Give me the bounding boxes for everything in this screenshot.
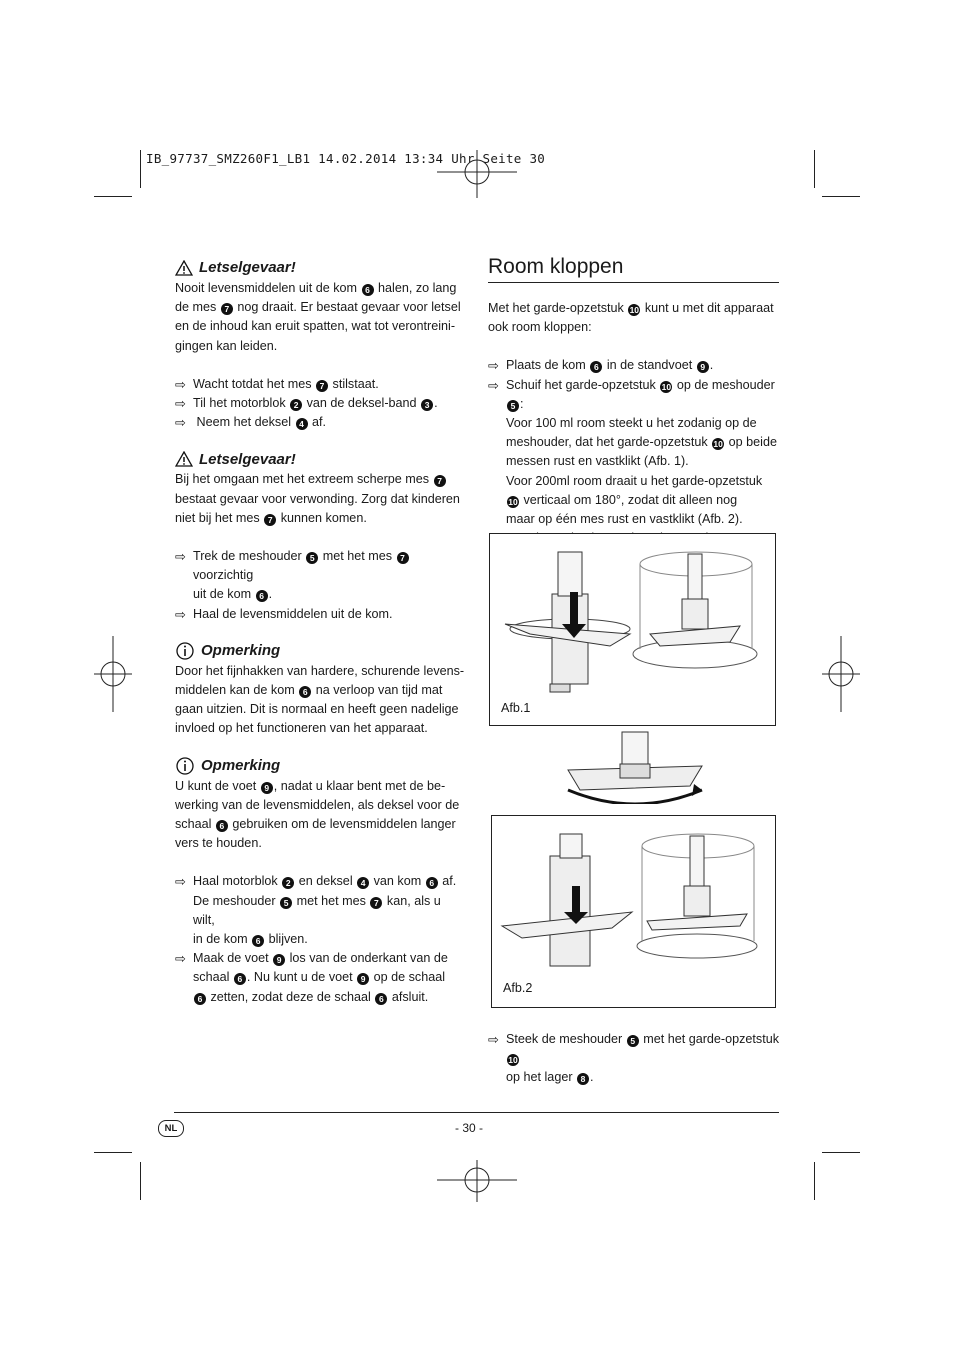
arrow-icon: ⇨ — [175, 549, 186, 565]
step-remove-food: ⇨ Haal de levensmiddelen uit de kom. — [175, 605, 465, 624]
arrow-icon: ⇨ — [488, 377, 499, 393]
arrow-icon: ⇨ — [175, 606, 186, 622]
print-header: IB_97737_SMZ260F1_LB1 14.02.2014 13:34 Uhr Seite 30 — [146, 151, 546, 166]
figure-1-label: Afb.1 — [501, 701, 531, 715]
whisk-on-holder-illustration — [490, 534, 775, 725]
step-detach-base: ⇨ Maak de voet 9 los van de onderkant van de schaal 6 . Nu kunt u de voet 9 op de schaal 6 zetten, zodat deze de schaal 6 afsluit. — [175, 949, 465, 1007]
info-icon — [175, 642, 195, 660]
info-icon — [175, 757, 195, 775]
rotate-arrow-icon — [692, 784, 702, 796]
registration-mark-right — [822, 636, 860, 712]
arrow-icon: ⇨ — [175, 415, 186, 431]
page-number: - 30 - — [455, 1121, 484, 1135]
left-column — [175, 257, 465, 1007]
figure-2 — [491, 815, 776, 1008]
whisk-rotated-illustration — [492, 816, 775, 1007]
warning-heading-1: Letselgevaar! — [175, 257, 465, 279]
arrow-icon: ⇨ — [488, 358, 499, 374]
note-text-1: Door het fijnhakken van hardere, schurende levens- middelen kan de kom 6 na verloop van tijd mat gaan uitzien. Dit is normaal en heeft geen nadelige invloed op het functioneren van het apparaat. — [175, 663, 465, 736]
badge-6: 6 — [362, 284, 374, 296]
note-text-2: U kunt de voet 9 , nadat u klaar bent met de be- werking van de levensmiddelen, als deksel voor de schaal 6 gebruiken om de levensmiddelen langer vers te houden. — [175, 778, 460, 851]
note-heading-1: Opmerking — [175, 640, 465, 662]
warning-text-2: Bij het omgaan met het extreem scherpe mes 7 bestaat gevaar voor verwonding. Zorg dat kinderen niet bij het mes 7 kunnen komen. — [175, 472, 460, 525]
step-mount-on-bearing: ⇨ Steek de meshouder 5 met het garde-opzetstuk 10 op het lager 8 . — [488, 1030, 780, 1088]
warning-heading-2: Letselgevaar! — [175, 448, 465, 470]
step-remove-lid: ⇨ Neem het deksel 4 af. — [175, 413, 465, 432]
step-slide-whisk: ⇨ Schuif het garde-opzetstuk 10 op de meshouder 5 : Voor 100 ml room steekt u het zodanig op de meshouder, dat het garde-opzetstuk 10 op beide messen rust en vastklikt (Afb. 1). Voor 200ml room draait u het garde-opzetstuk 10 verticaal om 180°, zodat dit alleen nog maar op één mes rust en vastklikt (Afb. 2). — [488, 376, 780, 549]
footer-rule — [174, 1112, 779, 1113]
section-title: Room kloppen — [488, 255, 779, 283]
figure-1 — [489, 533, 776, 726]
note-heading-2: Opmerking — [175, 755, 465, 777]
right-column-top — [488, 299, 780, 548]
step-remove-motor-lid: ⇨ Haal motorblok 2 en deksel 4 van kom 6 af. De meshouder 5 met het mes 7 kan, als u wilt, in de kom 6 blijven. — [175, 872, 465, 949]
arrow-icon: ⇨ — [175, 376, 186, 392]
arrow-icon: ⇨ — [488, 1032, 499, 1047]
step-place-bowl: ⇨ Plaats de kom 6 in de standvoet 9 . — [488, 356, 780, 375]
arrow-icon: ⇨ — [175, 874, 186, 890]
arrow-icon: ⇨ — [175, 951, 186, 967]
step-wait-blade: ⇨ Wacht totdat het mes 7 stilstaat. — [175, 375, 465, 394]
step-pull-holder: ⇨ Trek de meshouder 5 met het mes 7 voorzichtig uit de kom 6 . — [175, 547, 465, 605]
rotation-illustration — [560, 728, 710, 804]
badge-7: 7 — [221, 303, 233, 315]
arrow-icon: ⇨ — [175, 396, 186, 412]
intro-text: Met het garde-opzetstuk 10 kunt u met dit apparaat ook room kloppen: — [488, 301, 774, 335]
warning-triangle-icon — [175, 260, 193, 276]
step-lift-motor: ⇨ Til het motorblok 2 van de deksel-band 3 . — [175, 394, 465, 413]
registration-mark-top — [437, 150, 517, 198]
figure-2-label: Afb.2 — [503, 981, 533, 995]
registration-mark-bottom — [437, 1160, 517, 1202]
registration-mark-left — [94, 636, 132, 712]
warning-text-1: Nooit levensmiddelen uit de kom 6 halen, zo lang de mes 7 nog draait. Er bestaat gevaar voor letsel en de inhoud kan eruit spatten, wat tot verontreini- gingen kan leiden. — [175, 281, 461, 353]
right-column-bottom — [488, 1030, 780, 1088]
warning-triangle-icon — [175, 451, 193, 467]
language-badge: NL — [158, 1120, 184, 1137]
